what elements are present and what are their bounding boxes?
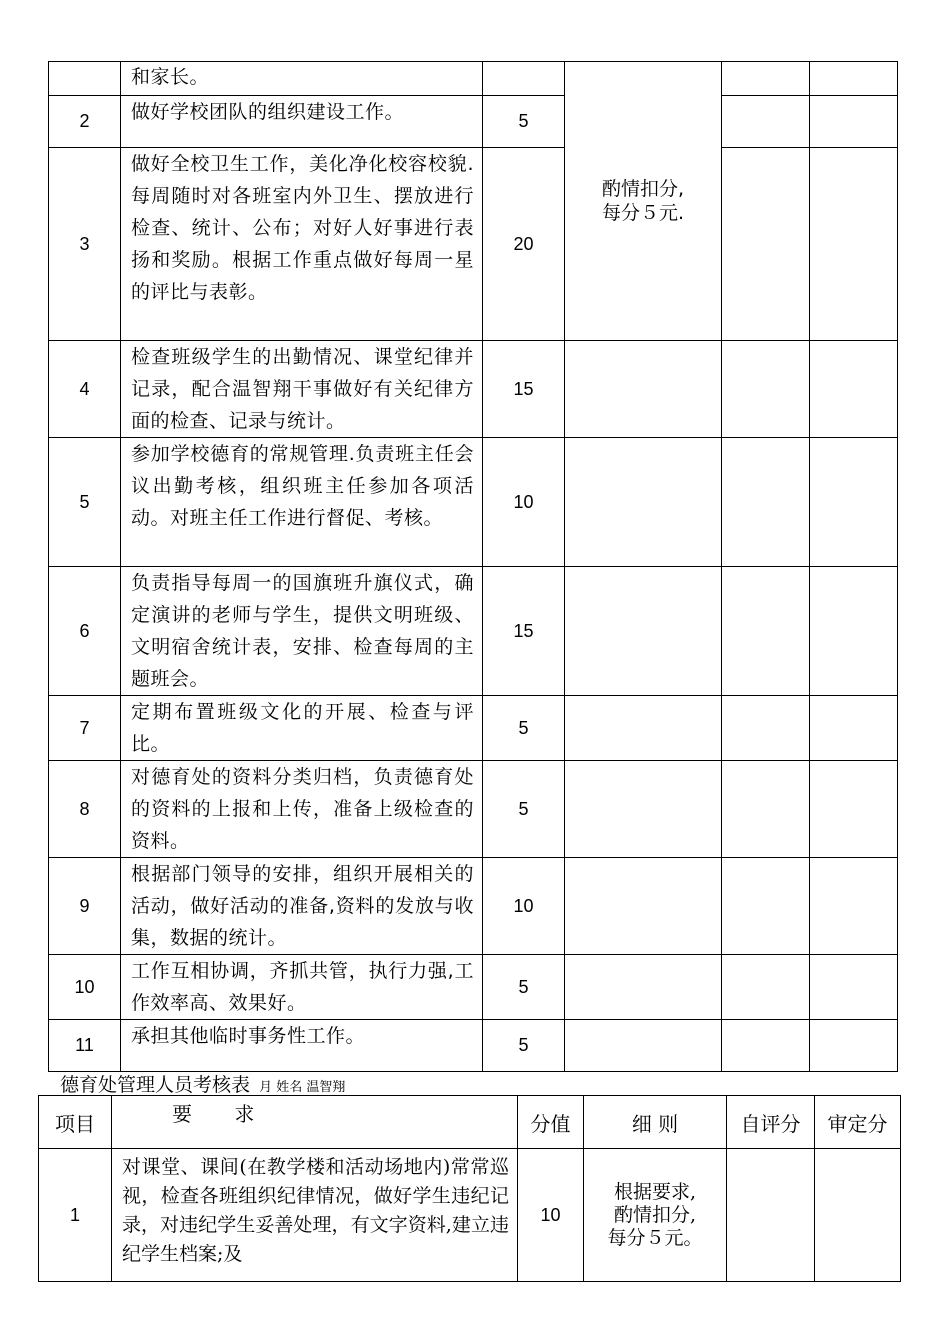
- header-self-score: 自评分: [727, 1096, 815, 1149]
- deduction-note-cell: [565, 858, 722, 955]
- review-score-cell[interactable]: [810, 696, 898, 761]
- self-score-cell[interactable]: [722, 148, 810, 341]
- self-score-cell[interactable]: [722, 761, 810, 858]
- deduction-note-cell: [565, 438, 722, 567]
- deduction-note-cell: [565, 696, 722, 761]
- requirement-text: 和家长。: [121, 62, 483, 96]
- assessment-table-continued: [48, 61, 898, 1072]
- requirement-text: 参加学校德育的常规管理.负责班主任会议出勤考核，组织班主任参加各项活动。对班主任工作进行督促、考核。: [121, 438, 483, 567]
- rules-line: 酌情扣分,: [613, 1203, 697, 1226]
- table-row: [49, 62, 898, 96]
- score-value: 10: [483, 858, 565, 955]
- table-row: [49, 1020, 898, 1072]
- score-value: [483, 62, 565, 96]
- header-row: [39, 1096, 901, 1149]
- header-requirement: 要 求: [112, 1096, 518, 1149]
- item-number: 7: [49, 696, 121, 761]
- table-row: [39, 1149, 901, 1282]
- requirement-text: 对课堂、课间(在教学楼和活动场地内)常常巡视，检查各班组织纪律情况，做好学生违纪记录，对违纪学生妥善处理，有文字资料,建立违纪学生档案;及: [112, 1149, 518, 1282]
- score-value: 5: [483, 955, 565, 1020]
- table-row: [49, 567, 898, 696]
- item-number: 6: [49, 567, 121, 696]
- self-score-cell[interactable]: [722, 1020, 810, 1072]
- score-value: 20: [483, 148, 565, 341]
- deduction-note: [565, 62, 722, 341]
- score-value: 5: [483, 761, 565, 858]
- score-value: 10: [483, 438, 565, 567]
- assessment-table: [38, 1095, 901, 1282]
- rules-line: 每分５元。: [607, 1226, 703, 1249]
- item-number: 2: [49, 96, 121, 148]
- review-score-cell[interactable]: [810, 1020, 898, 1072]
- item-number: [49, 62, 121, 96]
- review-score-cell[interactable]: [810, 96, 898, 148]
- review-score-cell[interactable]: [810, 341, 898, 438]
- score-value: 15: [483, 567, 565, 696]
- review-score-cell[interactable]: [810, 858, 898, 955]
- requirement-text: 做好全校卫生工作，美化净化校容校貌.每周随时对各班室内外卫生、摆放进行检查、统计、公布；对好人好事进行表扬和奖励。根据工作重点做好每周一星的评比与表彰。: [121, 148, 483, 341]
- score-value: 10: [518, 1149, 584, 1282]
- header-score: 分值: [518, 1096, 584, 1149]
- deduction-note-cell: [565, 341, 722, 438]
- self-score-cell[interactable]: [722, 955, 810, 1020]
- requirement-text: 检查班级学生的出勤情况、课堂纪律并记录，配合温智翔干事做好有关纪律方面的检查、记录与统计。: [121, 341, 483, 438]
- deduction-note-cell: [565, 761, 722, 858]
- item-number: 5: [49, 438, 121, 567]
- item-number: 10: [49, 955, 121, 1020]
- item-number: 8: [49, 761, 121, 858]
- review-score-cell[interactable]: [810, 438, 898, 567]
- deduction-note-line: 酌情扣分,: [601, 178, 685, 200]
- self-score-cell[interactable]: [722, 62, 810, 96]
- self-score-cell[interactable]: [722, 696, 810, 761]
- table-row: [49, 96, 898, 148]
- requirement-text: 定期布置班级文化的开展、检查与评比。: [121, 696, 483, 761]
- table-row: [49, 341, 898, 438]
- table-row: [49, 858, 898, 955]
- header-review-score: 审定分: [815, 1096, 901, 1149]
- form-subtitle: 月 姓名 温智翔: [259, 1080, 346, 1095]
- deduction-note-cell: [565, 1020, 722, 1072]
- requirement-text: 负责指导每周一的国旗班升旗仪式，确定演讲的老师与学生，提供文明班级、文明宿舍统计表，安排、检查每周的主题班会。: [121, 567, 483, 696]
- table-row: [49, 696, 898, 761]
- self-score-cell[interactable]: [722, 858, 810, 955]
- requirement-text: 对德育处的资料分类归档，负责德育处的资料的上报和上传，准备上级检查的资料。: [121, 761, 483, 858]
- requirement-text: 工作互相协调，齐抓共管，执行力强,工作效率高、效果好。: [121, 955, 483, 1020]
- item-number: 9: [49, 858, 121, 955]
- requirement-text: 根据部门领导的安排，组织开展相关的活动，做好活动的准备,资料的发放与收集，数据的统计。: [121, 858, 483, 955]
- table-row: [49, 761, 898, 858]
- deduction-note-cell: [565, 955, 722, 1020]
- self-score-cell[interactable]: [722, 96, 810, 148]
- item-number: 3: [49, 148, 121, 341]
- table-row: [49, 148, 898, 341]
- table-row: [49, 438, 898, 567]
- review-score-cell[interactable]: [810, 567, 898, 696]
- score-value: 5: [483, 96, 565, 148]
- self-score-cell[interactable]: [722, 438, 810, 567]
- form-caption: [60, 1070, 345, 1097]
- review-score-cell[interactable]: [815, 1149, 901, 1282]
- rules-line: 根据要求,: [613, 1180, 697, 1203]
- score-value: 5: [483, 696, 565, 761]
- requirement-text: 承担其他临时事务性工作。: [121, 1020, 483, 1072]
- score-value: 15: [483, 341, 565, 438]
- table-row: [49, 955, 898, 1020]
- form-title: 德育处管理人员考核表: [60, 1074, 251, 1096]
- requirement-text: 做好学校团队的组织建设工作。: [121, 96, 483, 148]
- item-number: 1: [39, 1149, 112, 1282]
- self-score-cell[interactable]: [722, 341, 810, 438]
- header-rules: 细 则: [584, 1096, 727, 1149]
- review-score-cell[interactable]: [810, 955, 898, 1020]
- deduction-note-cell: [565, 567, 722, 696]
- self-score-cell[interactable]: [727, 1149, 815, 1282]
- item-number: 11: [49, 1020, 121, 1072]
- deduction-note-line: 每分５元.: [601, 202, 685, 224]
- item-number: 4: [49, 341, 121, 438]
- self-score-cell[interactable]: [722, 567, 810, 696]
- review-score-cell[interactable]: [810, 62, 898, 96]
- review-score-cell[interactable]: [810, 148, 898, 341]
- review-score-cell[interactable]: [810, 761, 898, 858]
- header-item: 项目: [39, 1096, 112, 1149]
- score-value: 5: [483, 1020, 565, 1072]
- rules-text: [584, 1149, 727, 1282]
